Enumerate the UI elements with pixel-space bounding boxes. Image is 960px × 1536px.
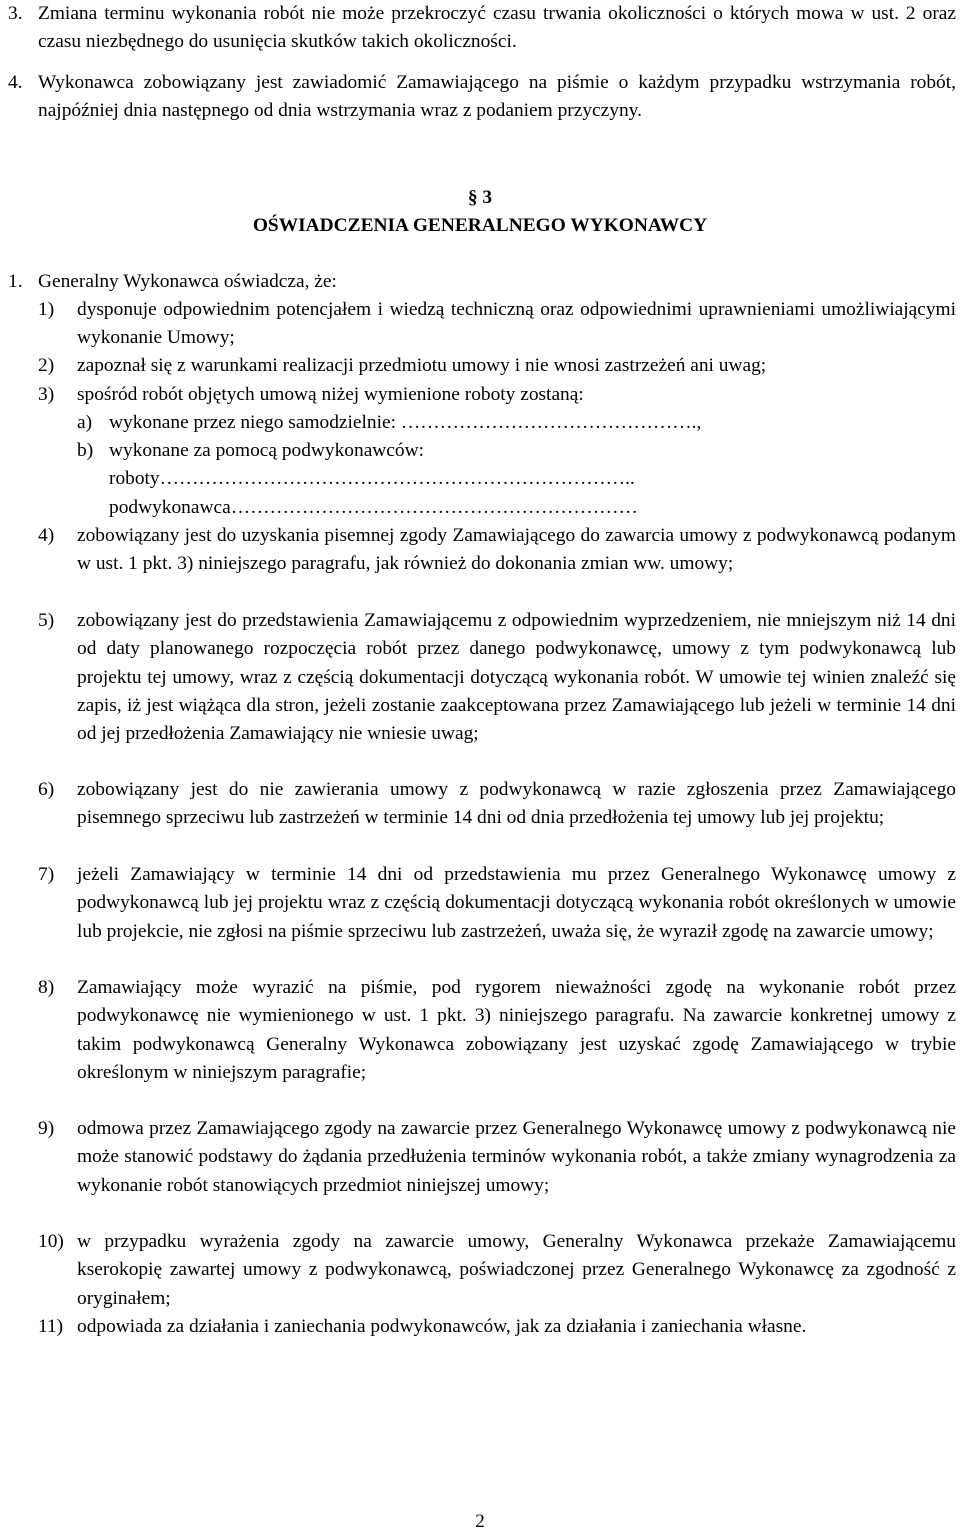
item-text: jeżeli Zamawiający w terminie 14 dni od przedstawienia mu przez Generalnego Wykonawcę umowy z podwykonawcą lub jej projektu wraz z częścią dokumentacji dotyczącą wykonania robót określonych w umowie lub projekcie, nie zgłosi na piśmie sprzeciwu lub zastrzeżeń, uważa się, że wyraził zgodę na zawarcie umowy; — [77, 864, 956, 942]
item-text: zapoznał się z warunkami realizacji przedmiotu umowy i nie wnosi zastrzeżeń ani uwag; — [77, 355, 767, 376]
subitem-letter: b) — [77, 440, 94, 461]
page-number: 2 — [475, 1511, 485, 1532]
section-paragraph-sign: § 3 — [467, 187, 493, 208]
item-number: 4) — [38, 525, 55, 546]
item-number: 2) — [38, 355, 55, 376]
item-text: Zamawiający może wyrazić na piśmie, pod rygorem nieważności zgodę na wykonanie robót przez podwykonawcę nie wymienionego w ust. 1 pkt. 3) niniejszego paragrafu. Na zawarcie konkretnej umowy z takim podwykonawcą Generalny Wykonawca zobowiązany jest uzyskać zgodę Zamawiającego w trybie określonym w niniejszym paragrafie; — [77, 977, 956, 1083]
item-number: 6) — [38, 779, 55, 800]
subitem-letter: a) — [77, 412, 93, 433]
point-number: 4. — [8, 72, 23, 93]
item-text: spośród robót objętych umową niżej wymienione roboty zostaną: — [77, 384, 584, 405]
item-number: 11) — [38, 1316, 64, 1337]
point-text: Wykonawca zobowiązany jest zawiadomić Zamawiającego na piśmie o każdym przypadku wstrzymania robót, najpóźniej dnia następnego od dnia wstrzymania wraz z podaniem przyczyny. — [38, 72, 956, 122]
item-text: odpowiada za działania i zaniechania podwykonawców, jak za działania i zaniechania własne. — [77, 1316, 807, 1337]
subitem-text: wykonane za pomocą podwykonawców: — [109, 440, 425, 461]
item-number: 10) — [38, 1231, 64, 1252]
clause-number: 1. — [8, 271, 23, 292]
point-number: 3. — [8, 3, 23, 24]
item-text: w przypadku wyrażenia zgody na zawarcie umowy, Generalny Wykonawca przekaże Zamawiającemu kserokopię zawartej umowy z podwykonawcą, poświadczonej przez Generalnego Wykonawcę za zgodność z oryginałem; — [77, 1231, 956, 1309]
item-text: zobowiązany jest do przedstawienia Zamawiającemu z odpowiednim wyprzedzeniem, nie mniejszym niż 14 dni od daty planowanego rozpoczęcia robót przez danego podwykonawcę, umowy z tym podwykonawcą lub projektu tej umowy, wraz z częścią dokumentacji dotyczącą wykonania robót. W umowie tej winien znaleźć się zapis, iż jest wiążąca dla stron, jeżeli zostanie zaakceptowana przez Zamawiającego lub jeżeli w terminie 14 dni od jej przedłożenia Zamawiający nie wniesie uwag; — [77, 610, 956, 745]
item-number: 7) — [38, 864, 55, 885]
item-text: zobowiązany jest do nie zawierania umowy z podwykonawcą w razie zgłoszenia przez Zamawiającego pisemnego sprzeciwu lub zastrzeżeń w terminie 14 dni od dnia przedłożenia tej umowy lub jej projektu; — [77, 779, 956, 829]
item-number: 9) — [38, 1118, 55, 1139]
item-text: odmowa przez Zamawiającego zgody na zawarcie przez Generalnego Wykonawcę umowy z podwykonawcą nie może stanowić podstawy do żądania przedłużenia terminów wykonania robót, a także zmiany wynagrodzenia za wykonanie robót stanowiących przedmiot niniejszej umowy; — [77, 1118, 956, 1196]
section-heading: OŚWIADCZENIA GENERALNEGO WYKONAWCY — [252, 215, 708, 236]
item-number: 8) — [38, 977, 55, 998]
point-text: Zmiana terminu wykonania robót nie może przekroczyć czasu trwania okoliczności o których mowa w ust. 2 oraz czasu niezbędnego do usunięcia skutków takich okoliczności. — [38, 3, 956, 53]
item-number: 5) — [38, 610, 55, 631]
clause-intro: Generalny Wykonawca oświadcza, że: — [38, 271, 337, 292]
podwykonawca-fill-line: podwykonawca……………………………………………………… — [109, 497, 638, 518]
item-text: zobowiązany jest do uzyskania pisemnej zgody Zamawiającego do zawarcia umowy z podwykonawcą podanym w ust. 1 pkt. 3) niniejszego paragrafu, jak również do dokonania zmian ww. umowy; — [77, 525, 956, 575]
item-number: 1) — [38, 299, 55, 320]
subitem-text: wykonane przez niego samodzielnie: ………………………………………., — [109, 412, 702, 433]
item-text: dysponuje odpowiednim potencjałem i wiedzą techniczną oraz odpowiednimi uprawnieniami umożliwiającymi wykonanie Umowy; — [77, 299, 956, 349]
roboty-fill-line: roboty……………………………………………………………….. — [109, 468, 635, 489]
item-number: 3) — [38, 384, 55, 405]
